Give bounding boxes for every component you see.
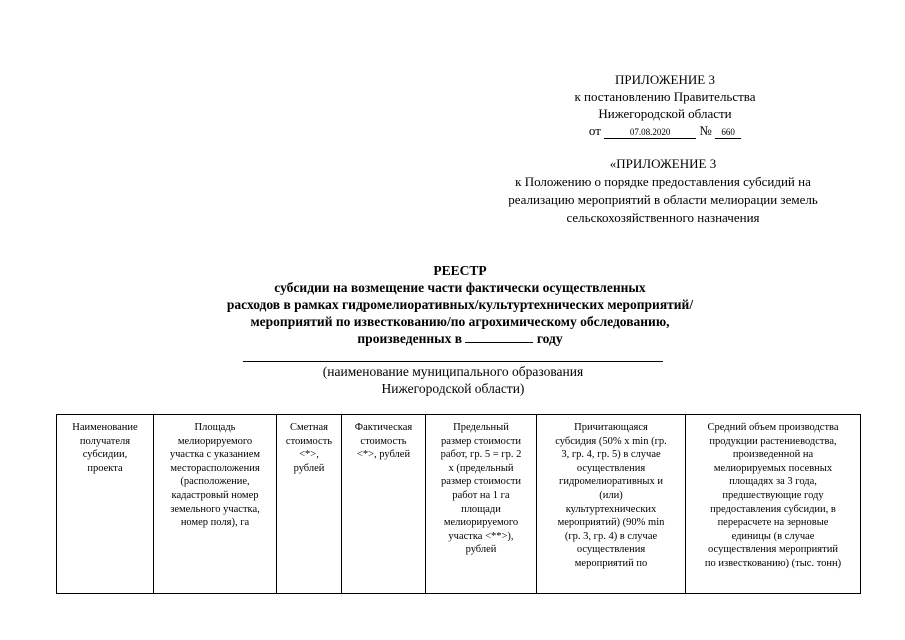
header-line: гидромелиоративных и [559,476,663,488]
header-line: площади [461,503,501,515]
header-line: по известкованию) (тыс. тонн) [704,557,842,569]
header-line: работ на 1 га [452,489,510,501]
header-line: участка с указанием [169,449,261,461]
title-line: мероприятий по известкованию/по агрохимическому обследованию, [250,314,670,329]
header-line: месторасположения [170,462,260,474]
header-line: получателя [79,435,131,447]
header-line: х (предельный [448,462,514,474]
header-line: Средний объем производства [707,422,839,433]
header-cell [277,415,342,594]
header-line: перерасчете на зерновые [717,517,829,529]
header-line: номер поля), га [180,517,250,529]
header-cell [686,415,861,594]
municipality-caption [243,363,663,397]
header-line: размер стоимости [440,435,522,447]
appendix-title: ПРИЛОЖЕНИЕ 3 [615,72,715,87]
table-header-row [57,415,861,594]
header-cell [154,415,277,594]
header-line: мелиорируемых посевных [713,462,833,474]
municipality-underline [243,361,663,362]
header-cell [537,415,686,594]
header-line: Площадь [194,422,236,433]
header-line: мероприятий) (90% min [557,517,665,529]
document-title [160,262,760,347]
header-line: <*>, [299,449,319,461]
appendix-line: сельскохозяйственного назначения [566,210,760,225]
appendix-header [540,71,790,139]
number-label: № [699,123,712,138]
title-line: РЕЕСТР [433,263,487,278]
header-line: участка <**>), [448,530,514,542]
header-cell [57,415,154,594]
title-year-line [160,330,760,347]
header-line: Причитающаяся [574,422,648,433]
header-line: продукции растениеводства, [709,435,837,447]
header-line: проекта [87,462,123,474]
header-line: субсидии, [82,449,128,461]
header-line: <*>, рублей [356,449,411,461]
header-line: рублей [293,462,325,474]
header-line: Фактическая [354,422,413,433]
resolution-number: 660 [715,126,741,139]
header-line: Наименование [72,422,138,433]
appendix-date-line [540,122,790,139]
header-line: субсидия (50% x min (гр. [555,435,667,447]
caption-line: (наименование муниципального образования [322,364,584,379]
header-line: (расположение, [180,476,250,488]
appendix-line: к Положению о порядке предоставления субсидий на [515,174,811,189]
appendix-line: «ПРИЛОЖЕНИЕ 3 [609,156,717,171]
header-line: 3, гр. 4, гр. 5) в случае [561,449,661,461]
header-line: предшествующие году [722,489,824,501]
title-line: расходов в рамках гидромелиоративных/культуртехнических мероприятий/ [226,297,694,312]
title-line: субсидии на возмещение части фактически осуществленных [274,280,646,295]
header-line: единицы (в случае [731,530,815,542]
appendix-line: к постановлению Правительства [574,89,756,104]
header-line: произведенной на [732,449,814,461]
appendix-subheader [458,155,868,227]
header-line: земельного участка, [170,503,260,515]
from-label: от [588,123,601,138]
header-line: площадях за 3 года, [729,476,817,488]
header-line: стоимость [285,435,333,447]
registry-table [56,414,861,594]
appendix-line: реализацию мероприятий в области мелиорации земель [508,192,818,207]
header-line: кадастровый номер [171,489,259,501]
header-line: культуртехнических [565,503,657,515]
appendix-line: Нижегородской области [598,106,732,121]
header-line: рублей [465,544,497,556]
year-blank [465,330,533,343]
year-suffix: году [536,331,563,346]
header-line: осуществления мероприятий [708,544,838,556]
header-line: осуществления [576,462,646,474]
resolution-date: 07.08.2020 [604,126,696,139]
header-line: Предельный [453,422,509,433]
header-line: Сметная [289,422,328,433]
header-line: осуществления [576,544,646,556]
header-cell [342,415,426,594]
header-line: мелиорируемого [177,435,253,447]
year-prefix: произведенных в [357,331,463,346]
caption-line: Нижегородской области) [381,381,525,396]
header-line: (или) [599,489,623,501]
header-line: работ, гр. 5 = гр. 2 [440,449,522,461]
header-cell [426,415,537,594]
header-line: стоимость [360,435,407,447]
header-line: предоставления субсидии, в [710,503,836,515]
header-line: мелиорируемого [443,517,519,529]
header-line: размер стоимости [440,476,522,488]
header-line: мероприятий по [574,557,648,569]
header-line: (гр. 3, гр. 4) в случае [564,530,658,542]
